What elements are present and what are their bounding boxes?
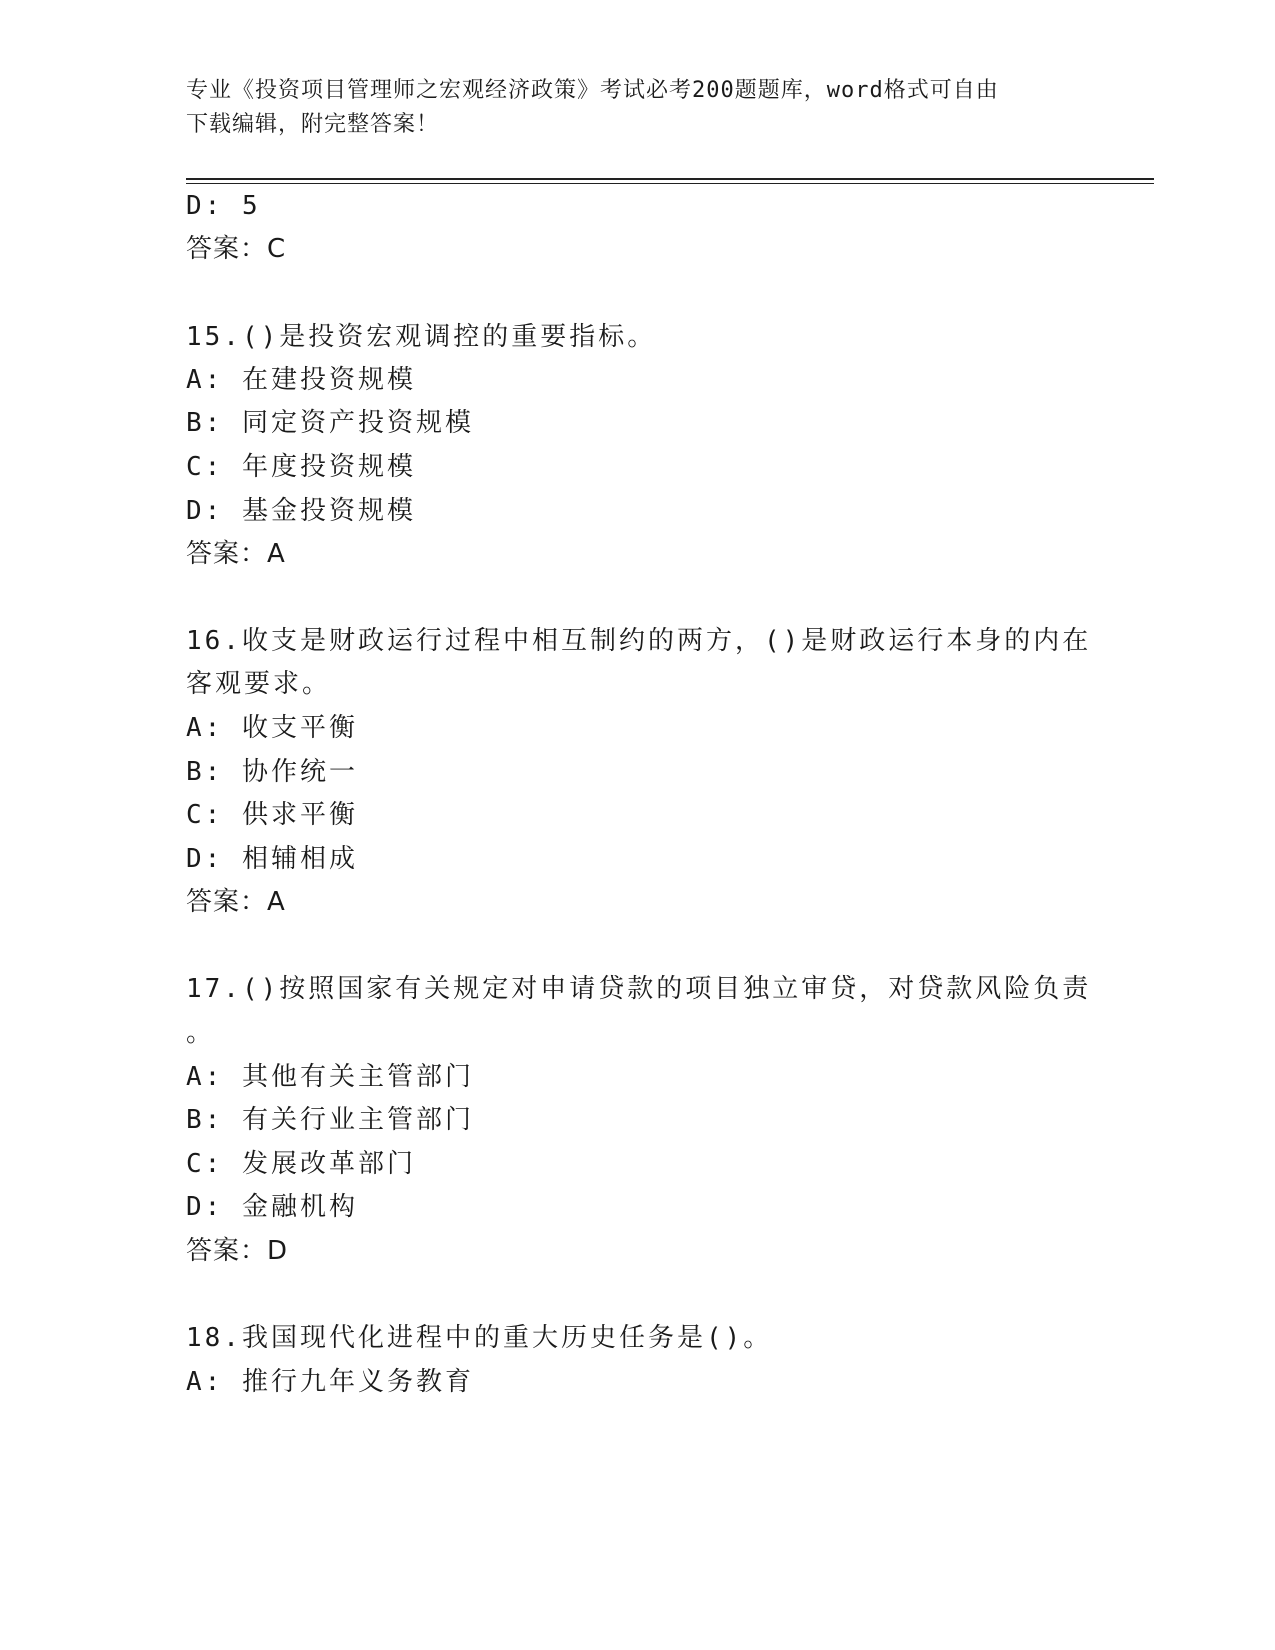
header-line-1: 专业《投资项目管理师之宏观经济政策》考试必考200题题库，word格式可自由 [186, 78, 999, 103]
header-line-2: 下载编辑，附完整答案！ [186, 112, 440, 137]
q15-stem: 15.()是投资宏观调控的重要指标。 [186, 322, 657, 352]
q14-answer: 答案：C [186, 234, 287, 264]
q15-answer: 答案：A [186, 539, 286, 569]
document-header [186, 74, 1086, 142]
q16-option-d: D: 相辅相成 [186, 844, 358, 874]
q16-answer: 答案：A [186, 887, 286, 917]
q17-answer: 答案：D [186, 1236, 289, 1266]
q14-option-d: D: 5 [186, 191, 261, 221]
q15-option-a: A: 在建投资规模 [186, 365, 416, 395]
q17-option-d: D: 金融机构 [186, 1192, 358, 1222]
q16-option-b: B: 协作统一 [186, 757, 358, 787]
q16-option-c: C: 供求平衡 [186, 800, 358, 830]
q18-option-a: A: 推行九年义务教育 [186, 1367, 474, 1397]
q17-option-c: C: 发展改革部门 [186, 1149, 416, 1179]
q18-stem: 18.我国现代化进程中的重大历史任务是()。 [186, 1323, 773, 1353]
q15-option-b: B: 同定资产投资规模 [186, 408, 474, 438]
q16-stem-line-1: 16.收支是财政运行过程中相互制约的两方，()是财政运行本身的内在 [186, 626, 1092, 656]
q17-option-a: A: 其他有关主管部门 [186, 1062, 474, 1092]
q16-option-a: A: 收支平衡 [186, 713, 358, 743]
q16-stem-line-2: 客观要求。 [186, 669, 332, 699]
q17-stem-line-2: 。 [186, 1018, 216, 1048]
q17-option-b: B: 有关行业主管部门 [186, 1105, 474, 1135]
q15-option-c: C: 年度投资规模 [186, 452, 416, 482]
header-divider-thick [186, 178, 1154, 180]
header-divider-thin [186, 183, 1154, 184]
q15-option-d: D: 基金投资规模 [186, 496, 416, 526]
q17-stem-line-1: 17.()按照国家有关规定对申请贷款的项目独立审贷，对贷款风险负责 [186, 974, 1092, 1004]
